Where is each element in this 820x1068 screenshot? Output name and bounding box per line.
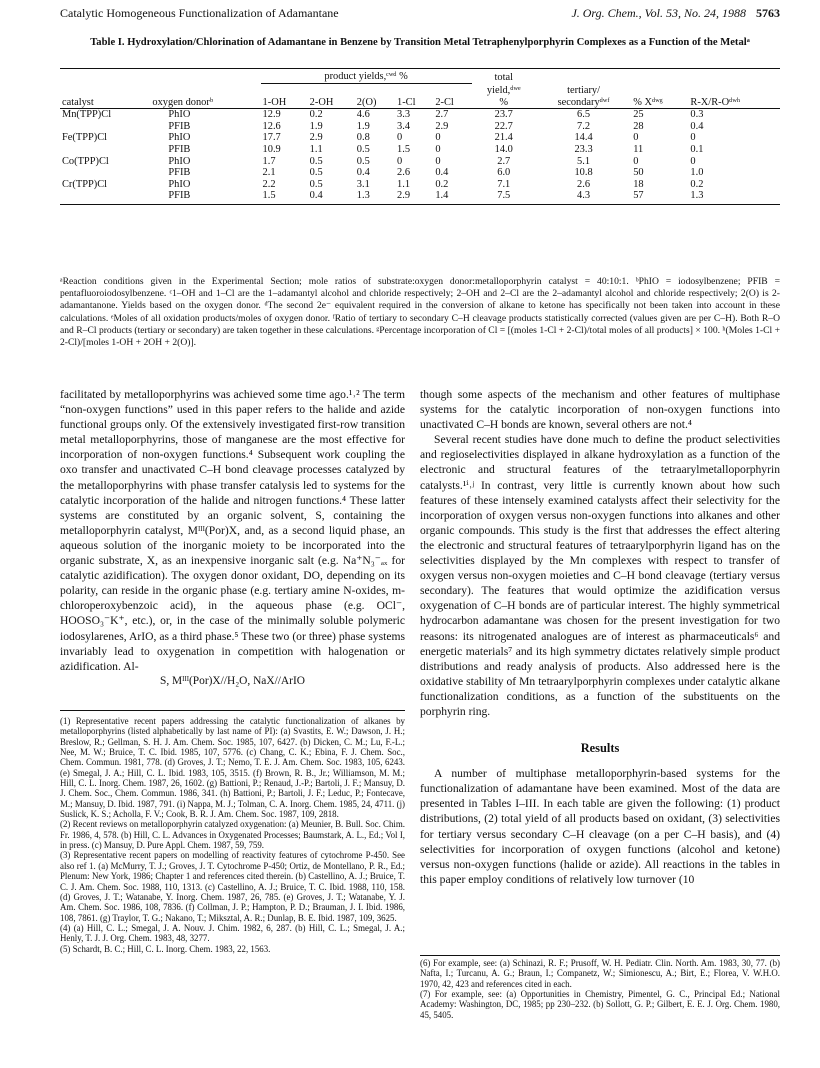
table-cell	[60, 144, 150, 156]
table-row	[60, 109, 780, 121]
table-cell: 0.2	[309, 109, 323, 121]
journal-name: J. Org. Chem., Vol. 53, No. 24, 1988	[571, 6, 746, 20]
table-cell: 7.1	[497, 178, 511, 190]
references-left	[60, 716, 405, 954]
page-number: 5763	[756, 6, 780, 20]
table-cell: 17.7	[262, 132, 281, 144]
column-header: oxygen donorᵇ	[150, 97, 260, 109]
total-header-2: yield,ᵈʷᵉ	[486, 85, 521, 97]
total-header-1: total	[472, 69, 536, 84]
table-cell: Co(TPP)Cl	[62, 155, 109, 167]
footnote-rule-right	[420, 955, 780, 956]
table-cell: 2.9	[435, 120, 449, 132]
column-header: 1-Cl	[395, 97, 433, 109]
reference-item: (3) Representative recent papers on modelling of reactivity features of cytochrome P-450. See also ref 1. (a) McMurry, T. J.; Groves, J. T. Cytochrome P-450; Ortiz, de Montellano, P. R., Ed.; Plenum: New York, 1986; Chapter 1 and references cited therein. (b) Castellino, A. J.; Bruice, T. C. J. Am. Chem. Soc. 1988, 110, 1313. (c) Castellino, A. J.; Bruice, T. C. Ibid. 1988, 110, 158. (d) Groves, J. T.; Watanabe, Y. Inorg. Chem. 1987, 26, 785. (e) Groves, J. T.; Watanabe, Y. J. Am. Chem. Soc. 1986, 108, 7836. (f) Collman, J. P.; Hampton, P. D.; Brauman, J. I. Ibid. 1986, 108, 7861. (g) Traylor, T. G.; Nakano, T.; Miksztal, A. R.; Dunlap, B. E. Ibid. 1987, 109, 3625.	[60, 850, 405, 923]
table-cell: 1.1	[397, 178, 411, 190]
running-header	[60, 6, 780, 21]
table-cell	[60, 167, 150, 179]
reference-item: (7) For example, see: (a) Opportunities in Chemistry, Pimentel, G. C., Principal Ed.; National Academy: Washington, DC, 1985; pp 230–232. (b) Sollott, G. P.; Gilbert, E. E. J. Org. Chem. 1980, 45, 5405.	[420, 989, 780, 1020]
column-header: catalyst	[60, 97, 150, 109]
table-cell	[60, 121, 150, 133]
table-cell: 2.6	[577, 178, 591, 190]
right-para-1: though some aspects of the mechanism and other features of multiphase systems for the catalytic incorporation of non-oxygen functions into unactivated C–H bonds are known, several others are not.⁴	[420, 388, 780, 432]
table-cell: 0.2	[690, 178, 704, 190]
table-cell: 3.3	[397, 109, 411, 121]
footnote-rule-left	[60, 710, 405, 711]
table-cell: 57	[631, 190, 688, 204]
table-cell: 12.6	[262, 120, 281, 132]
table-cell: 5.1	[577, 155, 591, 167]
table-cell: 0.5	[309, 155, 323, 167]
table-cell: Cr(TPP)Cl	[62, 178, 108, 190]
table-cell: 12.9	[262, 109, 281, 121]
table-cell: 0.4	[308, 190, 355, 204]
table-cell: 14.4	[574, 132, 593, 144]
table-cell: 25	[633, 109, 644, 121]
right-para-3: A number of multiphase metalloporphyrin-based systems for the functionalization of adamantane have been examined. Most of the data are presented in Tables I–III. In each table are given the following: (1) product distributions, (2) total yield of all products based on oxidant, (3) selectivities for tertiary versus secondary C–H cleavage (on a per C–H basis), and (4) selectivities for incorporation of oxygen functions (alcohol and ketone) versus non-oxygen functions (halide or azide). All reactions in the tables in this paper employ conditions of relatively low turnover (10	[420, 767, 780, 886]
table-cell: 3.4	[397, 120, 411, 132]
column-header: % Xᵈʷᵍ	[631, 97, 688, 109]
table-row	[60, 121, 780, 133]
table-cell: 1.5	[397, 144, 411, 156]
table-cell: 23.3	[574, 144, 593, 156]
table-cell: 0.1	[690, 144, 704, 156]
right-para-2: Several recent studies have done much to define the product selectivities and regioselectivities displayed in alkane hydroxylation as a function of the electronic and structural features of the tetraarylmetalloporphyrin catalysts.¹ⁱ˒ʲ In contrast, very little is currently known about how such features of these intensely examined catalysts affect their selectivity for the incorporation of oxygen versus non-oxygen functions into alkanes and other organic compounds. This study is the first that addresses the effect altering the electronic and structural features of tetraarylporphyrin ligand has on the selectivities displayed by the Mn complexes with respect to transfer of oxygen versus non-oxygen moieties and C–H bond cleavage (tertiary versus secondary). The features that would optimize the azidification versus oxygenation of C–H bonds are of particular interest. The highly symmetrical hydrocarbon adamantane was chosen for the present investigation for two reasons: its nitrogenated analogues are of interest as pharmaceuticals⁶ and energetic materials⁷ and its high symmetry dictates relatively simple product distributions and ready analysis of products. Also addressed here is the oxidative stability of Mn tetraarylporphyrin complexes under catalytic alkane functionalization conditions, as a function of the substituents on the porphyrin ring.	[420, 433, 780, 718]
table-cell: 11	[633, 144, 644, 156]
column-header: R-X/R-Oᵈʷʰ	[688, 97, 780, 109]
table-cell: PFIB	[168, 120, 191, 132]
table-cell: 4.6	[356, 109, 370, 121]
left-para-1: facilitated by metalloporphyrins was achieved some time ago.¹˒² The term “non-oxygen functions” used in this paper refers to the halide and azide functional groups only. Of the extensively investigated first-row transition metal metalloporphyrins, those of manganese are the most effective for incorporation of non-oxygen functions.⁴ Subsequent work coupling the oxo transfer and unactivated C–H bond cleavage processes catalyzed by the metalloporphyrins with phase transfer catalysis led to systems for the catalytic incorporation of the halide and nitrogen functions.⁴ These latter systems are constituted by an organic solvent, S, containing the metalloporphyrin catalyst, Mᴵᴵᴵ(Por)X, and, as a second liquid phase, an aqueous solution of the inorganic moiety to be incorporated into the organic substrate, X, as an inexpensive inorganic salt (e.g. Na⁺N₃⁻ₐₓ for catalytic azidification). The oxygen donor oxidant, DO, depending on its polarity, can reside in the organic phase (e.g. tertiary amine N-oxides, m-chloroperoxybenzoic acid), in the aqueous phase (e.g. OCl⁻, HOOSO₃⁻K⁺, etc.), or, in the case of the minimally soluble polymeric iodosylarenes, ArIO, as a third phase.⁵ These two (or three) phase systems invariably lead to oxygenation in competition with halogenation or azidification. Al-	[60, 388, 405, 673]
table-cell: 2.6	[397, 167, 411, 179]
right-column	[420, 387, 780, 887]
table-cell: 21.4	[494, 132, 513, 144]
table-cell: 1.1	[309, 144, 323, 156]
data-table	[60, 68, 780, 205]
table-cell: 50	[633, 167, 644, 179]
table-cell: 0.5	[356, 144, 370, 156]
table-cell: PhIO	[168, 109, 191, 121]
table-cell: 18	[633, 178, 644, 190]
table-row	[60, 156, 780, 168]
table-cell: 0.5	[309, 178, 323, 190]
table-caption: Table I. Hydroxylation/Chlorination of Adamantane in Benzene by Transition Metal Tetraphenylporphyrin Complexes as a Function of the Metalᵃ	[90, 37, 750, 48]
table-cell: 0	[690, 132, 696, 144]
table-cell: 0.2	[435, 178, 449, 190]
table-cell: 3.1	[356, 178, 370, 190]
group-header: product yields,ᶜʷᵈ %	[261, 69, 472, 84]
table-cell: Fe(TPP)Cl	[62, 132, 108, 144]
table-cell: 23.7	[494, 109, 513, 121]
table-footnotes: ᵃReaction conditions given in the Experimental Section; mole ratios of substrate:oxygen donor:metalloporphyrin catalyst = 40:10:1. ᵇPhIO = iodosylbenzene; PFIB = pentafluoroiodosylbenzene. ᶜ1–OH and 1–Cl are the 1–adamantyl alcohol and chloride respectively; 2–OH and 2–Cl are the 2–adamantyl alcohol and chloride respectively; 2(O) is 2-adamantanone. Yields based on the oxygen donor. ᵈThe second 2e⁻ equivalent required in the conversion of alkane to ketone has specifically not been taken into account in these calculations. ᵉMoles of all oxidation products/moles of oxygen donor. ᶠRatio of tertiary to secondary C–H cleavage products statistically corrected (values given are per C–H). Both R–O and R–Cl products (tertiary or secondary) are taken together in these calculations. ᵍPercentage incorporation of Cl = [(moles 1-Cl + 2-Cl)/total moles of all products] × 100. ʰ(Moles 1-Cl + 2-Cl)/[moles 1-OH + 2OH + 2(O)].	[60, 276, 780, 349]
table-cell: 0	[435, 132, 441, 144]
tert-header-1: tertiary/	[567, 85, 600, 97]
table-cell: PhIO	[168, 178, 191, 190]
column-header: 1-OH	[261, 97, 308, 109]
table-cell: 1.9	[309, 120, 323, 132]
table-cell: 0.4	[690, 120, 704, 132]
table-cell: 0	[435, 144, 441, 156]
table-cell: PhIO	[168, 132, 191, 144]
table-cell: 0.8	[356, 132, 370, 144]
column-header: secondaryᵈʷᶠ	[536, 97, 631, 109]
reference-item: (4) (a) Hill, C. L.; Smegal, J. A. Nouv. J. Chim. 1982, 6, 287. (b) Hill, C. L.; Smegal, J. A.; Henly, T. J. J. Org. Chem. 1983, 48, 3277.	[60, 922, 405, 944]
table-cell: 14.0	[494, 144, 513, 156]
table-cell: 10.8	[574, 167, 593, 179]
table-cell: 0	[633, 155, 639, 167]
table-cell: PhIO	[168, 155, 191, 167]
table-cell: 1.3	[355, 190, 395, 204]
table-row	[60, 144, 780, 156]
table-cell	[60, 190, 150, 204]
table-cell: 0.4	[435, 167, 449, 179]
table-cell: 7.5	[472, 190, 536, 204]
table-cell: 0	[397, 132, 403, 144]
table-cell: 7.2	[577, 120, 591, 132]
table-cell: 0	[397, 155, 403, 167]
table-cell: 10.9	[262, 144, 281, 156]
table-cell: PFIB	[168, 144, 191, 156]
table-cell: 2.2	[262, 178, 276, 190]
reference-item: (5) Schardt, B. C.; Hill, C. L. Inorg. Chem. 1983, 22, 1563.	[60, 943, 271, 954]
table-cell: 2.1	[262, 167, 276, 179]
table-cell: 0.3	[690, 109, 704, 121]
table-row	[60, 132, 780, 144]
table-cell: 1.9	[356, 120, 370, 132]
table-cell: 1.3	[688, 190, 780, 204]
table-cell: 2.7	[497, 155, 511, 167]
reference-item: (2) Recent reviews on metalloporphyrin catalyzed oxygenation: (a) Meunier, B. Bull. Soc. Chim. Fr. 1986, 4, 578. (b) Hill, C. L. Advances in Oxygenated Processes; Baumstark, A. L., Ed.; Vol I, in press. (c) Mansuy, D. Pure Appl. Chem. 1987, 59, 759.	[60, 819, 405, 851]
equation: S, Mᴵᴵᴵ(Por)X//H₂O, NaX//ArIO	[160, 674, 305, 687]
table-cell: 1.7	[262, 155, 276, 167]
table-cell: 0.5	[356, 155, 370, 167]
table-cell: 6.5	[577, 109, 591, 121]
reference-item: (6) For example, see: (a) Schinazi, R. F.; Prusoff, W. H. Pediatr. Clin. North. Am. 1983, 30, 77. (b) Nafta, I.; Turcanu, A. G.; Braun, I.; Companetz, W.; Simionescu, A.; Birt, E.; Florea, V. W.H.O. 1970, 42, 423 and references cited in each.	[420, 958, 780, 989]
table-cell: 1.0	[690, 167, 704, 179]
table-cell: 2.9	[309, 132, 323, 144]
table-cell: 0.5	[309, 167, 323, 179]
column-header: 2-OH	[308, 97, 355, 109]
column-header: 2-Cl	[433, 97, 471, 109]
table-cell: 0	[435, 155, 441, 167]
table-cell: 1.5	[261, 190, 308, 204]
table-row	[60, 190, 780, 204]
table-cell: 6.0	[497, 167, 511, 179]
table-cell: Mn(TPP)Cl	[62, 109, 112, 121]
table-cell: 22.7	[494, 120, 513, 132]
table-cell: 1.4	[433, 190, 471, 204]
references-right	[420, 958, 780, 1020]
table-cell: PFIB	[168, 167, 191, 179]
reference-item: (1) Representative recent papers addressing the catalytic functionalization of alkanes by metalloporphyrins (listed alphabetically by last name of PI): (a) Svastits, E. W.; Dawson, J. H.; Breslow, R.; Gellman, S. H. J. Am. Chem. Soc. 1985, 107, 6427. (b) Dicken, C. M.; Lu, F.-L.; Nee, M. W.; Bruice, T. C. Ibid. 1985, 107, 5776. (c) Chang, C. K.; Ebina, F. J. Chem. Soc., Chem. Commun. 1981, 778. (d) Groves, J. T.; Nemo, T. E. J. Am. Chem. Soc. 1983, 105, 6243. (e) Smegal, J. A.; Hill, C. L. Ibid. 1983, 105, 3515. (f) Brown, R. B., Jr.; Williamson, M. M.; Hill, C. L. Inorg. Chem. 1987, 26, 1602. (g) Battioni, P.; Renaud, J.-P.; Bartoli, J. F.; Mansuy, D. J. Chem. Soc., Chem. Commun. 1986, 341. (h) Battioni, P.; Bartoli, J. F.; Leduc, P.; Fontecave, M.; Mansuy, D. Ibid. 1987, 791. (i) Nappa, M. J.; Tolman, C. A. Inorg. Chem. 1985, 24, 4711. (j) Suslick, K. S.; Acholla, F. V.; Cook, B. R. J. Am. Chem. Soc. 1987, 109, 2818.	[60, 716, 405, 820]
journal-citation	[571, 6, 780, 21]
table-cell: PFIB	[150, 190, 260, 204]
left-column	[60, 387, 405, 689]
table-cell: 28	[633, 120, 644, 132]
table-cell: 0	[633, 132, 639, 144]
table-cell: 2.9	[395, 190, 433, 204]
running-title: Catalytic Homogeneous Functionalization of Adamantane	[60, 6, 339, 20]
table-row	[60, 179, 780, 191]
table-cell: 0.4	[356, 167, 370, 179]
column-header: %	[472, 97, 536, 109]
column-header: 2(O)	[355, 97, 395, 109]
results-heading: Results	[580, 741, 620, 756]
table-cell: 0	[690, 155, 696, 167]
table-row	[60, 167, 780, 179]
table-cell: 2.7	[435, 109, 449, 121]
table-cell: 4.3	[536, 190, 631, 204]
